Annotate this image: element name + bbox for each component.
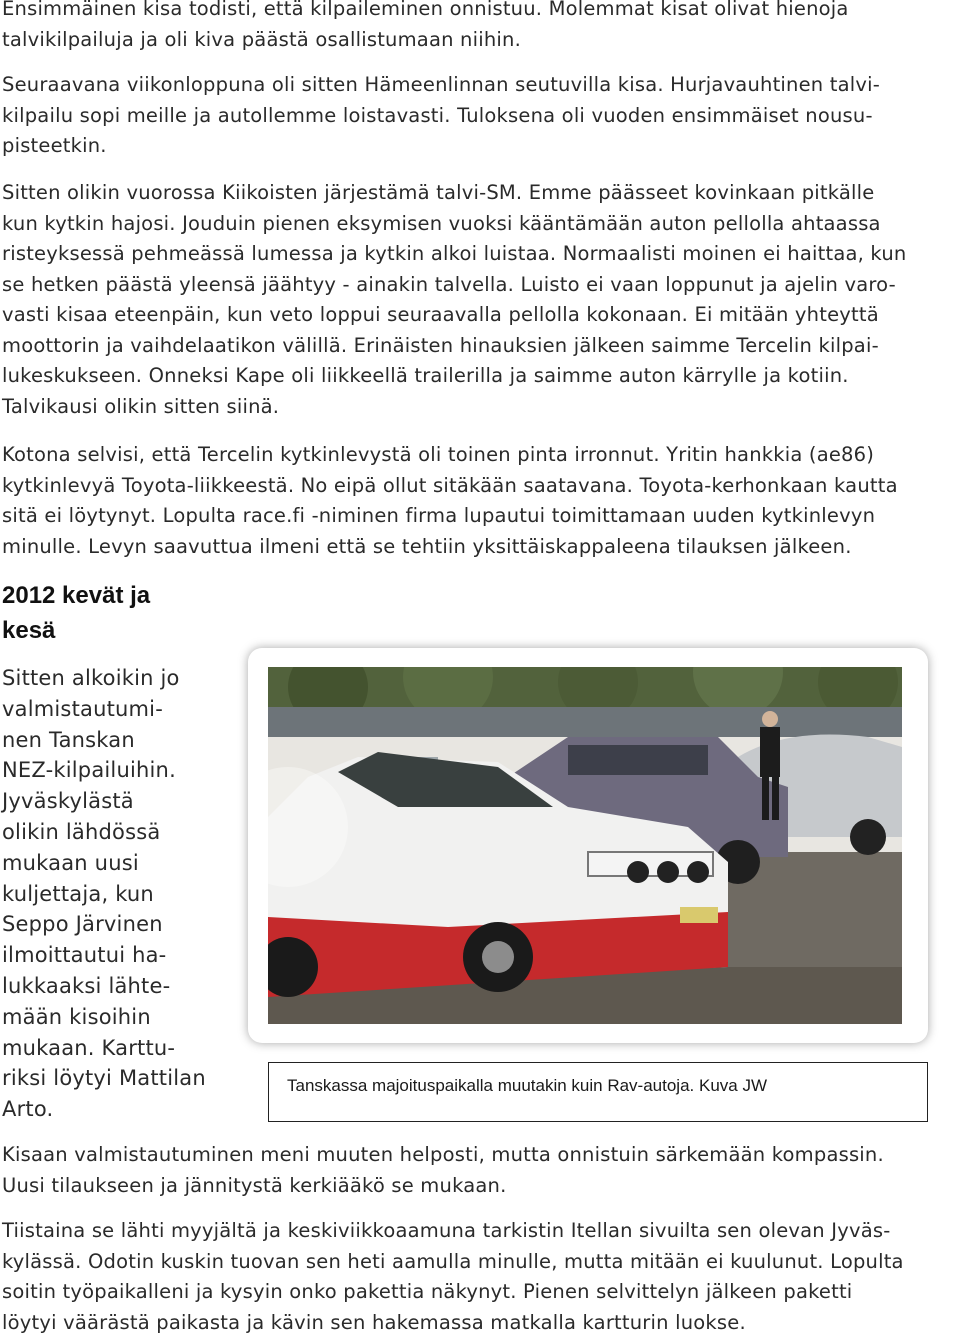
text-line: mään kisoihin [2,1004,151,1029]
text-line: Kisaan valmistautuminen meni muuten helposti, mutta onnistuin särkemään kompassin. [2,1143,884,1166]
text-line: risteyksessä pehmeässä lumessa ja kytkin alkoi luistaa. Normaalisti moinen ei haittaa, kun [2,242,907,265]
text-line: Seuraavana viikonloppuna oli sitten Hämeenlinnan seutuvilla kisa. Hurjavauhtinen talvi- [2,73,880,96]
paragraph-clutch [2,440,942,562]
text-line: Arto. [2,1097,54,1122]
text-line: talvikilpailuja ja oli kiva päästä osallistumaan niihin. [2,27,521,51]
photo-illustration [268,667,902,1024]
text-line: kytkinlevyä Toyota-liikkeestä. No eipä ollut sitäkään saatavana. Toyota-kerhonkaan kautta [2,473,898,497]
paragraph-hameenlinna [2,70,942,162]
rally-cars-photo [268,667,902,1024]
text-line: ilmoittautui ha- [2,943,167,968]
heading-line: kesä [2,617,56,644]
photo-caption: Tanskassa majoituspaikalla muutakin kuin Rav-autoja. Kuva JW [287,1076,768,1095]
text-line: kylässä. Odotin kuskin tuovan sen heti aamulla minulle, mutta mitään ei kuulunut. Lopulta [2,1249,904,1273]
text-line: Sitten alkoikin jo [2,666,180,690]
text-line: nen Tanskan [2,727,135,752]
text-line: lukeskukseen. Onneksi Kape oli liikkeellä trailerilla ja saimme auton kärrylle ja kotiin. [2,364,849,387]
text-line: vasti kisaa eteenpäin, kun veto loppui seuraavalla pellolla kokonaan. Ei mitään yhteyttä [2,303,879,326]
text-line: Kotona selvisi, että Tercelin kytkinlevystä oli toinen pinta irronnut. Yritin hankkia (ae86) [2,443,875,466]
heading-line: 2012 kevät ja [2,582,151,609]
text-line: mukaan uusi [2,850,139,875]
text-line: Sitten olikin vuorossa Kiikoisten järjestämä talvi-SM. Emme päässeet kovinkaan pitkälle [2,181,875,204]
text-line: Ensimmäinen kisa todisti, että kilpaileminen onnistuu. Molemmat kisat olivat hienoja [2,0,849,20]
text-line: mukaan. Karttu- [2,1035,176,1060]
text-line: minulle. Levyn saavuttua ilmeni että se tehtiin yksittäiskappaleena tilauksen jälkeen. [2,534,852,558]
text-line: olikin lähdössä [2,819,161,844]
caption-box [268,1062,928,1122]
side-column-text [2,663,242,1125]
paragraph-talvi-sm [2,178,942,422]
text-line: kun kytkin hajosi. Jouduin pienen eksymisen vuoksi kääntämään auton pellolla ahtaassa [2,211,881,235]
text-line: kilpailu sopi meille ja autollemme loistavasti. Tuloksena oli vuoden ensimmäiset nousu- [2,103,873,127]
text-line: lukkaaksi lähte- [2,973,171,998]
paragraph-compass [2,1140,942,1201]
paragraph-package [2,1216,942,1338]
text-line: se hetken päästä yleensä jäähtyy - ainakin talvella. Luisto ei vaan loppunut ja ajelin varo- [2,272,896,296]
text-line: Uusi tilaukseen ja jännitystä kerkiääkö se mukaan. [2,1173,507,1197]
text-line: NEZ-kilpailuihin. [2,758,176,783]
section-heading [2,578,150,648]
text-line: pisteetkin. [2,134,107,157]
text-line: Jyväskylästä [2,789,134,814]
paragraph-first-race [2,0,942,55]
text-line: riksi löytyi Mattilan [2,1066,206,1091]
text-line: Tiistaina se lähti myyjältä ja keskiviikkoaamuna tarkistin Itellan sivuilta sen olevan Jyväs- [2,1219,891,1242]
text-line: löytyi väärästä paikasta ja kävin sen hakemassa matkalla kartturin luokse. [2,1310,746,1334]
text-line: kuljettaja, kun [2,881,154,906]
text-line: valmistautumi- [2,696,163,721]
text-line: Talvikausi olikin sitten siinä. [2,394,280,418]
text-line: Seppo Järvinen [2,912,163,937]
text-line: moottorin ja vaihdelaatikon välillä. Erinäisten hinauksien jälkeen saimme Tercelin kilpai- [2,333,879,357]
text-line: sitä ei löytynyt. Lopulta race.fi -niminen firma lupautui toimittamaan uuden kytkinlevyn [2,504,876,527]
text-line: soitin työpaikalleni ja kysyin onko pakettia näkynyt. Pienen selvittelyn jälkeen paketti [2,1280,853,1303]
